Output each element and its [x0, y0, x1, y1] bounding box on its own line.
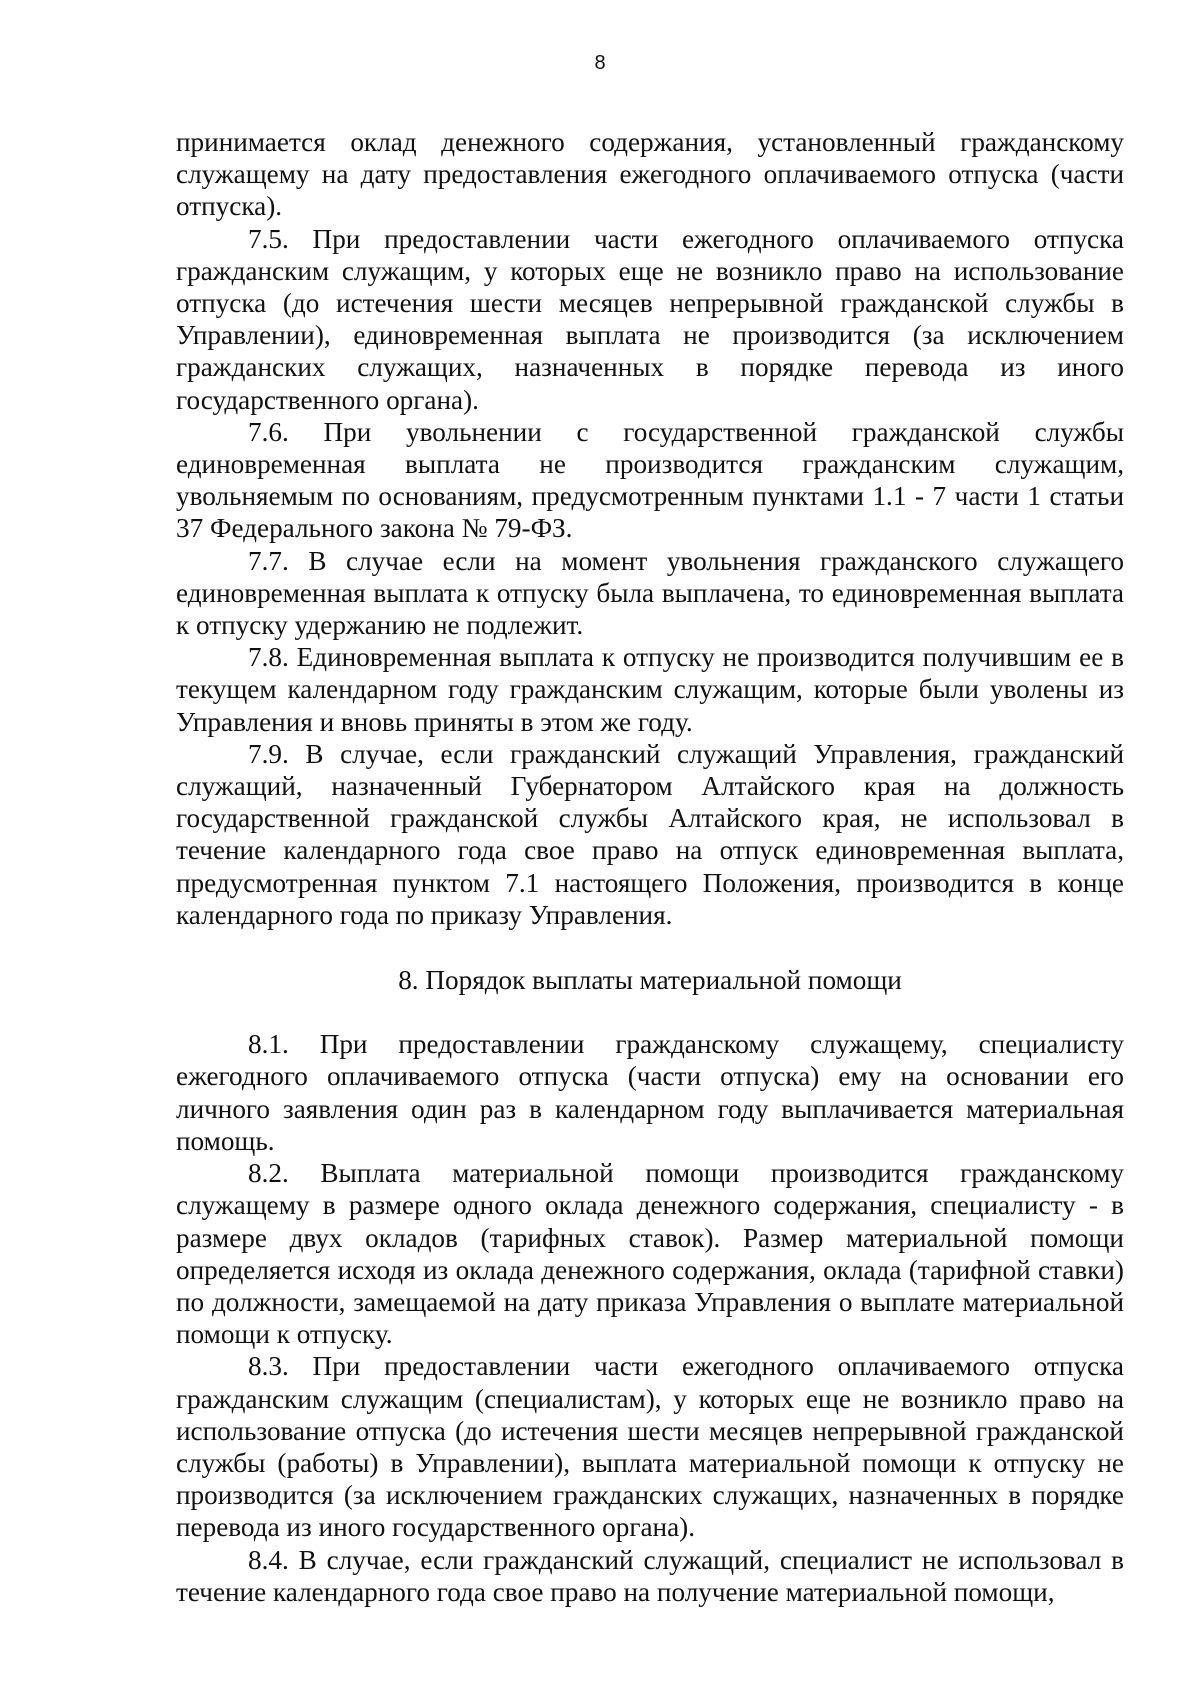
- document-body: [176, 126, 1124, 1608]
- paragraph-8-3: 8.3. При предоставлении части ежегодного оплачиваемого отпуска гражданским служащим (специалистам), у которых еще не возникло право на использование отпуска (до истечения шести месяцев непрерывной гражданской службы (работы) в Управлении), выплата материальной помощи к отпуску не производится (за исключением гражданских служащих, назначенных в порядке перевода из иного государственного органа).: [176, 1351, 1124, 1543]
- page-number: 8: [594, 52, 606, 74]
- paragraph-7-7: 7.7. В случае если на момент увольнения гражданского служащего единовременная выплата к отпуску была выплачена, то единовременная выплата к отпуску удержанию не подлежит.: [176, 545, 1124, 641]
- paragraph-7-6: 7.6. При увольнении с государственной гражданской службы единовременная выплата не производится гражданским служащим, увольняемым по основаниям, предусмотренным пунктами 1.1 - 7 части 1 статьи 37 Федерального закона № 79-ФЗ.: [176, 416, 1124, 544]
- paragraph-7-9: 7.9. В случае, если гражданский служащий Управления, гражданский служащий, назначенный Губернатором Алтайского края на должность государственной гражданской службы Алтайского края, не использовал в течение календарного года свое право на отпуск единовременная выплата, предусмотренная пунктом 7.1 настоящего Положения, производится в конце календарного года по приказу Управления.: [176, 738, 1124, 930]
- paragraph-8-1: 8.1. При предоставлении гражданскому служащему, специалисту ежегодного оплачиваемого отпуска (части отпуска) ему на основании его личного заявления один раз в календарном году выплачивается материальная помощь.: [176, 1029, 1124, 1156]
- paragraph-continuation: принимается оклад денежного содержания, установленный гражданскому служащему на дату предоставления ежегодного оплачиваемого отпуска (части отпуска).: [176, 127, 1124, 222]
- paragraph-8-4: 8.4. В случае, если гражданский служащий, специалист не использовал в течение календарного года свое право на получение материальной помощи,: [176, 1544, 1124, 1607]
- paragraph-8-2: 8.2. Выплата материальной помощи производится гражданскому служащему в размере одного оклада денежного содержания, специалисту - в размере двух окладов (тарифных ставок). Размер материальной помощи определяется исходя из оклада денежного содержания, оклада (тарифной ставки) по должности, замещаемой на дату приказа Управления о выплате материальной помощи к отпуску.: [176, 1158, 1124, 1350]
- section-heading: 8. Порядок выплаты материальной помощи: [398, 965, 902, 996]
- paragraph-7-8: 7.8. Единовременная выплата к отпуску не производится получившим ее в текущем календарном году гражданским служащим, которые были уволены из Управления и вновь приняты в этом же году.: [176, 642, 1124, 737]
- paragraph-7-5: 7.5. При предоставлении части ежегодного оплачиваемого отпуска гражданским служащим, у которых еще не возникло право на использование отпуска (до истечения шести месяцев непрерывной гражданской службы в Управлении), единовременная выплата не производится (за исключением гражданских служащих, назначенных в порядке перевода из иного государственного органа).: [176, 223, 1124, 415]
